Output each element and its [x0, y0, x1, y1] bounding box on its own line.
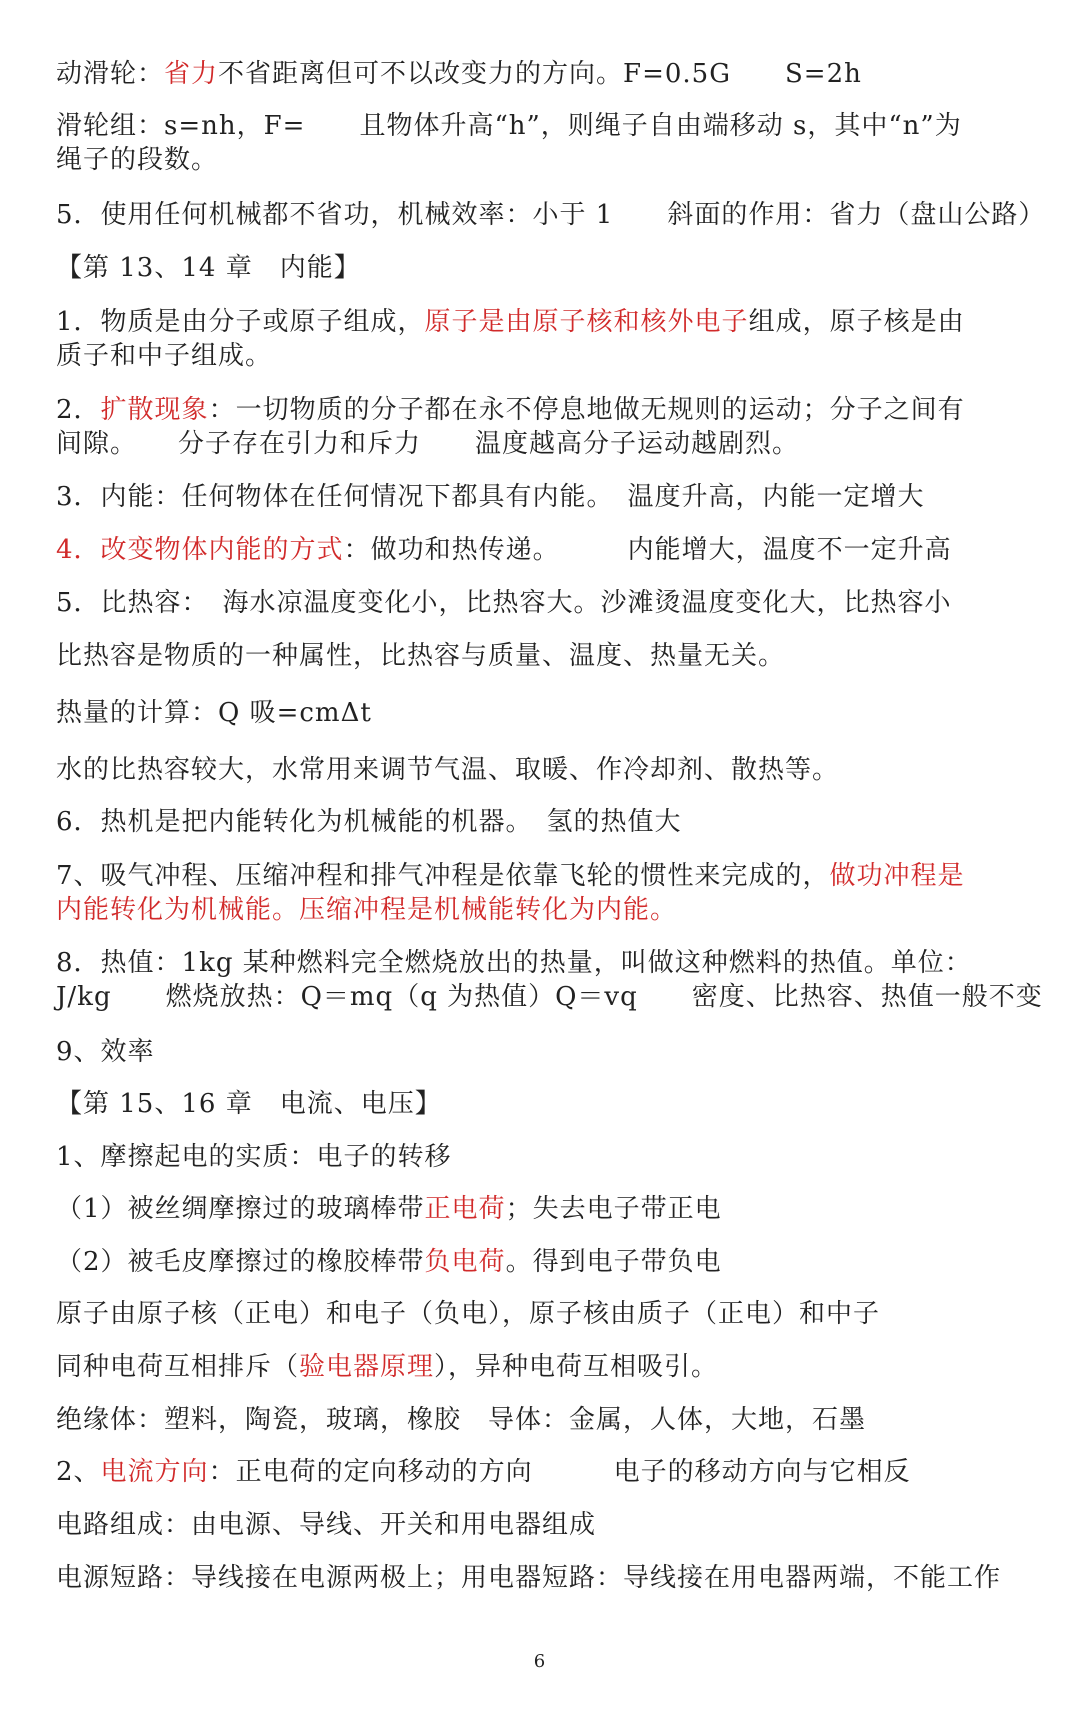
- text-segment: 【第 13、14 章 内能】: [56, 253, 361, 283]
- text-line: [56, 585, 952, 621]
- text-line: [56, 695, 372, 731]
- text-segment: 9、效率: [56, 1037, 155, 1067]
- text-line: [56, 1402, 866, 1438]
- text-segment: 8．热值：1kg 某种燃料完全燃烧放出的热量，叫做这种燃料的热值。单位：: [56, 948, 972, 978]
- text-segment: ：正电荷的定向移动的方向 电子的移动方向与它相反: [208, 1457, 911, 1487]
- text-line: [56, 250, 361, 286]
- text-line: [56, 1191, 722, 1227]
- text-line: [56, 1086, 442, 1122]
- text-segment: 水的比热容较大，水常用来调节气温、取暖、作冷却剂、散热等。: [56, 755, 840, 785]
- text-segment: 间隙。 分子存在引力和斥力 温度越高分子运动越剧烈。: [56, 429, 800, 459]
- text-line: [56, 858, 965, 894]
- text-segment: 不省距离但可不以改变力的方向。F=0.5G S=2h: [218, 59, 862, 89]
- highlighted-text: 省力: [164, 59, 219, 89]
- highlighted-text: 正电荷: [424, 1194, 506, 1224]
- text-line: [56, 479, 925, 515]
- text-segment: 动滑轮：: [56, 59, 165, 89]
- text-segment: 2．: [56, 395, 101, 425]
- text-line: [56, 1507, 596, 1543]
- text-line: [56, 892, 677, 928]
- text-line: [56, 532, 952, 568]
- text-segment: 原子由原子核（正电）和电子（负电），原子核由质子（正电）和中子: [56, 1299, 881, 1329]
- text-line: [56, 392, 965, 428]
- text-line: [56, 304, 965, 340]
- text-segment: J/kg 燃烧放热：Q＝mq（q 为热值）Q＝vq 密度、比热容、热值一般不变: [56, 982, 1043, 1012]
- text-line: [56, 142, 218, 178]
- text-segment: 电路组成：由电源、导线、开关和用电器组成: [56, 1510, 597, 1540]
- text-segment: ），异种电荷互相吸引。: [434, 1352, 719, 1382]
- highlighted-text: 改变物体内能的方式: [100, 535, 344, 565]
- text-segment: 组成，原子核是由: [748, 307, 965, 337]
- text-segment: ；失去电子带正电: [505, 1194, 722, 1224]
- text-line: [56, 638, 785, 674]
- text-line: [56, 1139, 452, 1175]
- text-segment: 热量的计算：Q 吸=cmΔt: [56, 698, 372, 728]
- text-segment: ：一切物质的分子都在永不停息地做无规则的运动；分子之间有: [208, 395, 965, 425]
- highlighted-text: 电流方向: [100, 1457, 209, 1487]
- text-segment: 滑轮组：s=nh，F= 且物体升高“h”，则绳子自由端移动 s，其中“n”为: [56, 111, 962, 141]
- text-line: [56, 1034, 155, 1070]
- text-line: [56, 1560, 1001, 1596]
- text-line: [56, 338, 272, 374]
- text-segment: 绳子的段数。: [56, 145, 219, 175]
- text-line: [56, 197, 1045, 233]
- highlighted-text: 4．: [56, 535, 101, 565]
- highlighted-text: 扩散现象: [100, 395, 209, 425]
- text-segment: 。得到电子带负电: [505, 1247, 722, 1277]
- text-segment: 7、吸气冲程、压缩冲程和排气冲程是依靠飞轮的惯性来完成的，: [56, 861, 830, 891]
- text-segment: 比热容是物质的一种属性，比热容与质量、温度、热量无关。: [56, 641, 786, 671]
- text-segment: 质子和中子组成。: [56, 341, 273, 371]
- highlighted-text: 原子是由原子核和核外电子: [424, 307, 749, 337]
- text-segment: 1．物质是由分子或原子组成，: [56, 307, 425, 337]
- text-segment: 5．比热容： 海水凉温度变化小，比热容大。沙滩烫温度变化大，比热容小: [56, 588, 952, 618]
- text-segment: 1、摩擦起电的实质：电子的转移: [56, 1142, 452, 1172]
- text-line: [56, 108, 962, 144]
- text-line: [56, 804, 682, 840]
- text-line: [56, 1244, 722, 1280]
- text-segment: ：做功和热传递。 内能增大，温度不一定升高: [343, 535, 952, 565]
- text-line: [56, 945, 972, 981]
- text-segment: 电源短路：导线接在电源两极上；用电器短路：导线接在用电器两端，不能工作: [56, 1563, 1002, 1593]
- text-segment: 同种电荷互相排斥（: [56, 1352, 300, 1382]
- text-segment: 5．使用任何机械都不省功，机械效率：小于 1 斜面的作用：省力（盘山公路）: [56, 200, 1046, 230]
- highlighted-text: 做功冲程是: [829, 861, 965, 891]
- text-line: [56, 752, 839, 788]
- text-segment: 3．内能：任何物体在任何情况下都具有内能。 温度升高，内能一定增大: [56, 482, 925, 512]
- text-line: [56, 56, 862, 92]
- text-segment: 【第 15、16 章 电流、电压】: [56, 1089, 442, 1119]
- text-line: [56, 1296, 880, 1332]
- page-number: 6: [533, 1651, 547, 1672]
- text-segment: （1）被丝绸摩擦过的玻璃棒带: [56, 1194, 425, 1224]
- text-line: [56, 979, 1043, 1015]
- highlighted-text: 内能转化为机械能。压缩冲程是机械能转化为内能。: [56, 895, 678, 925]
- highlighted-text: 负电荷: [424, 1247, 506, 1277]
- text-line: [56, 1454, 911, 1490]
- text-segment: 2、: [56, 1457, 101, 1487]
- text-segment: 6．热机是把内能转化为机械能的机器。 氢的热值大: [56, 807, 682, 837]
- text-line: [56, 1349, 718, 1385]
- text-line: [56, 426, 799, 462]
- text-segment: （2）被毛皮摩擦过的橡胶棒带: [56, 1247, 425, 1277]
- highlighted-text: 验电器原理: [299, 1352, 435, 1382]
- text-segment: 绝缘体：塑料，陶瓷，玻璃，橡胶 导体：金属，人体，大地，石墨: [56, 1405, 867, 1435]
